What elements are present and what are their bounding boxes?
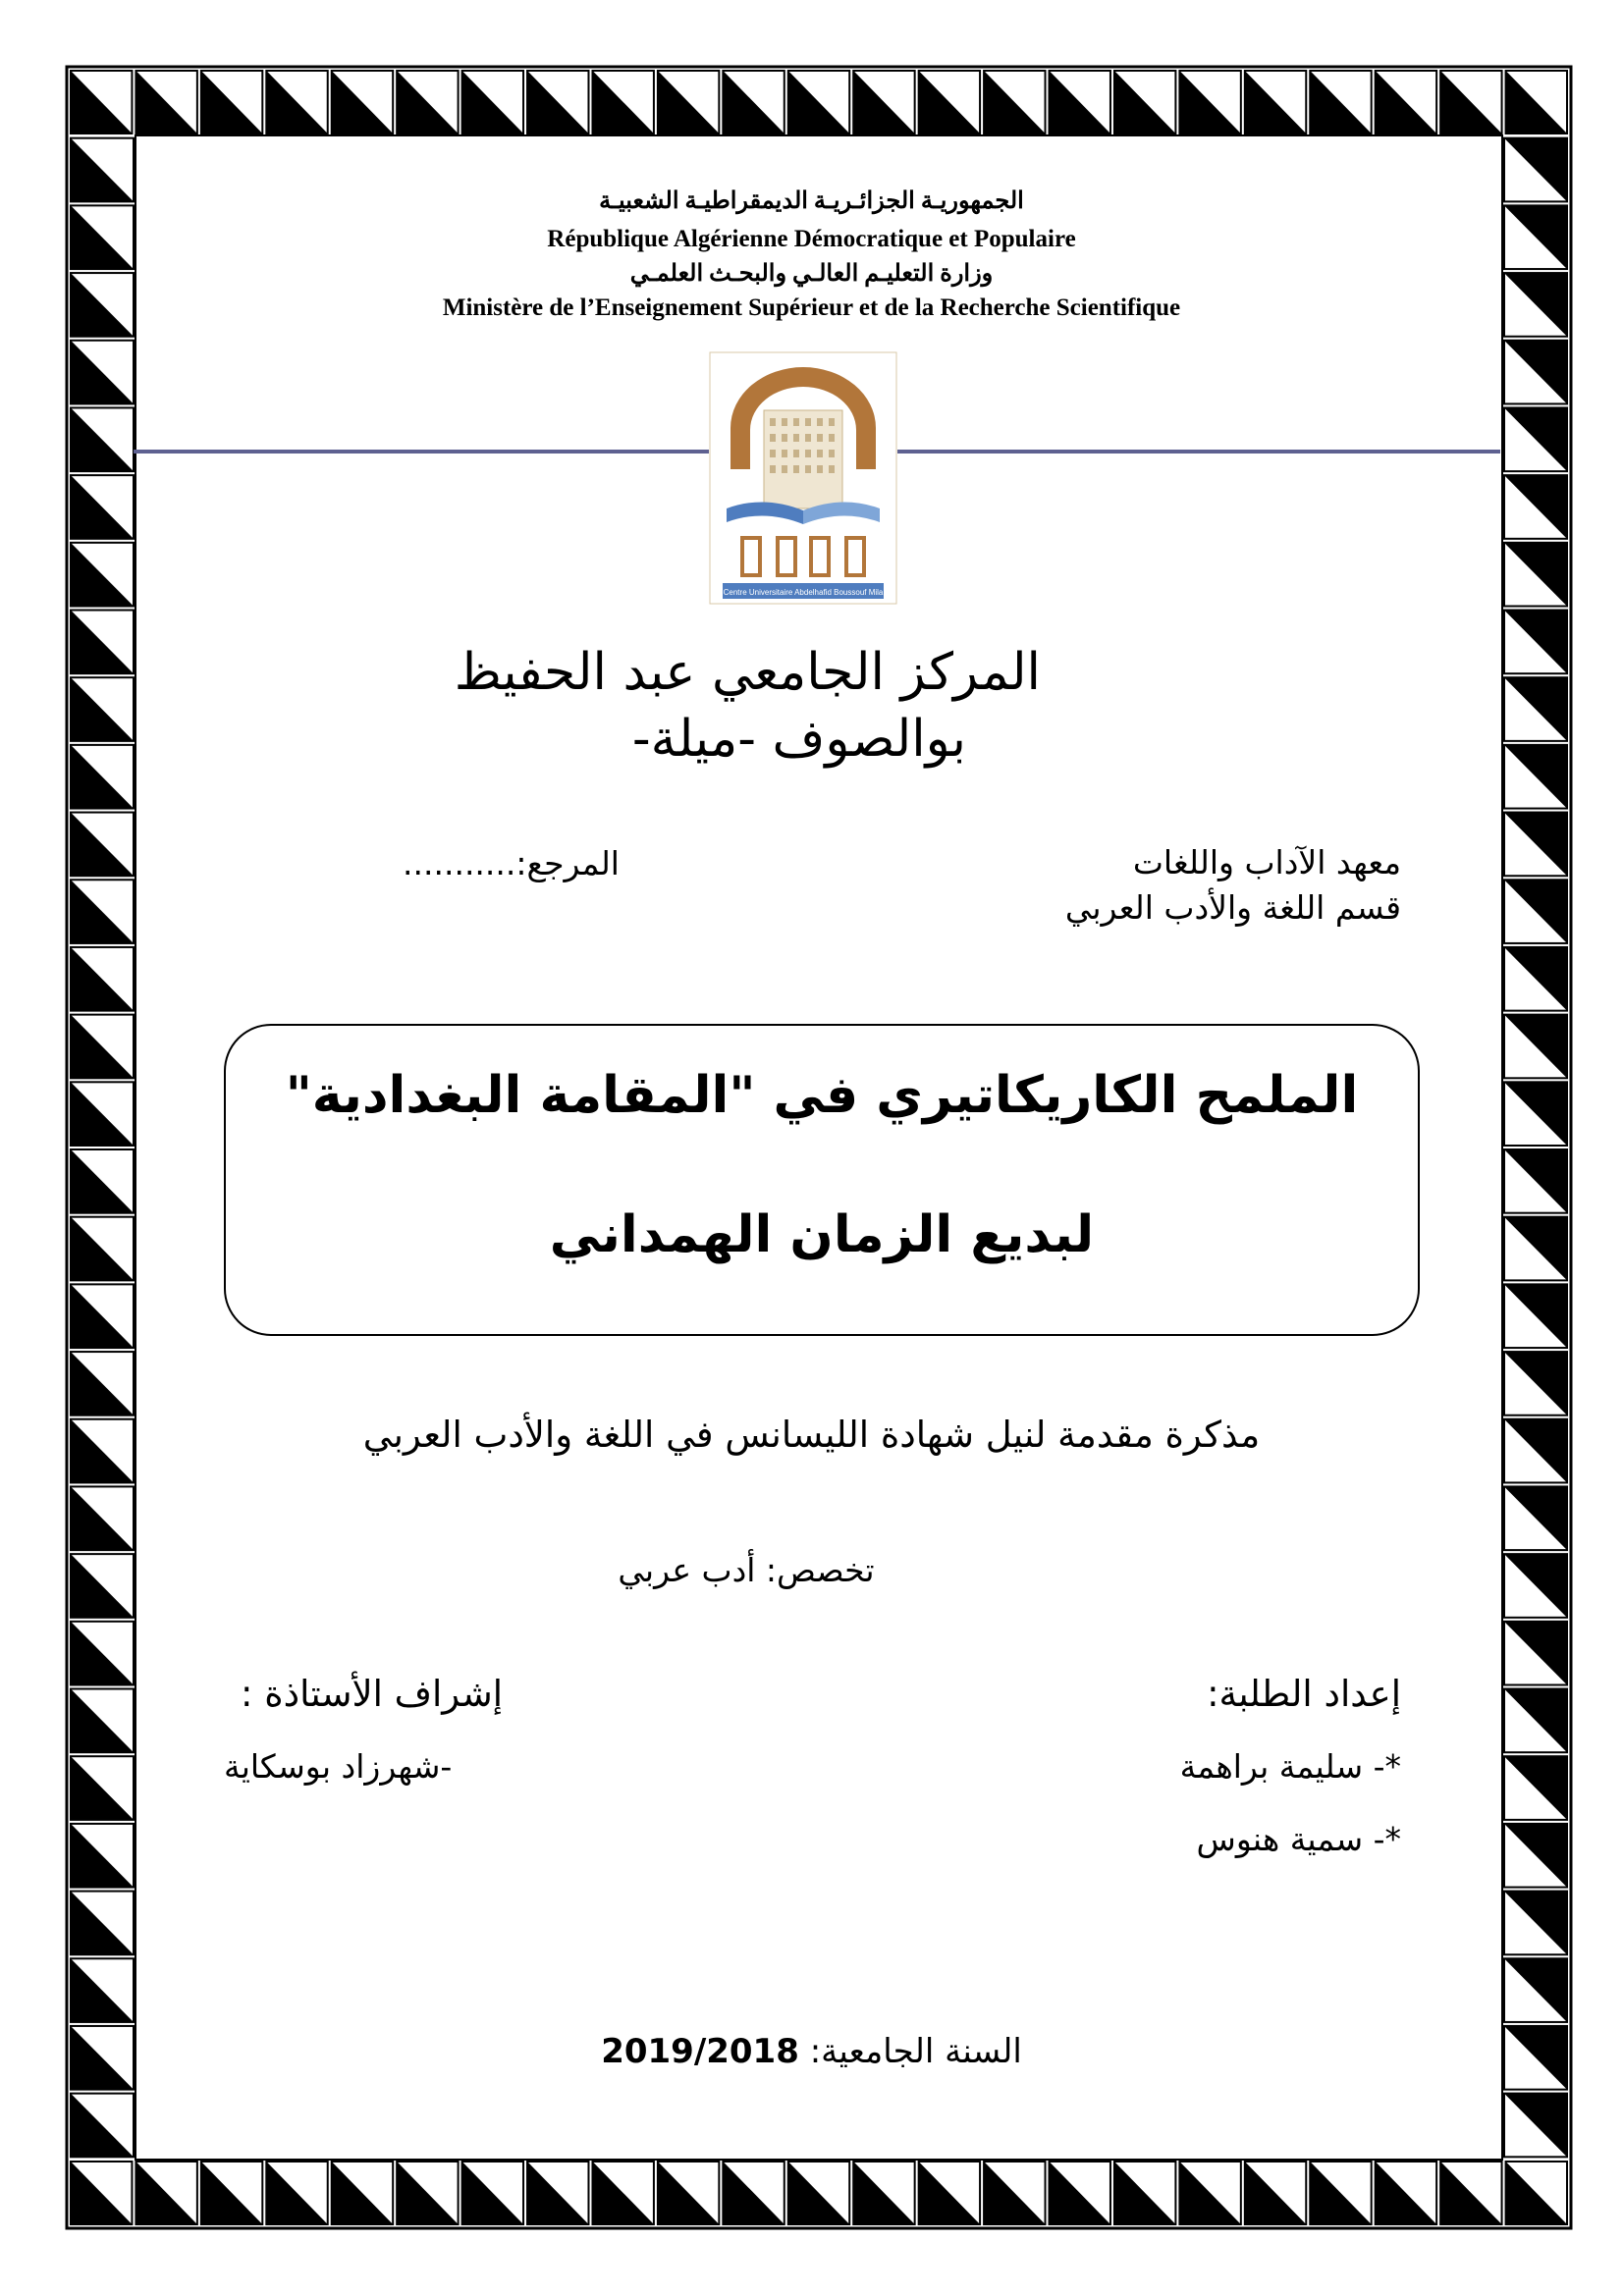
border-tile [1310, 71, 1371, 133]
border-tile [71, 71, 132, 133]
border-tile [1506, 71, 1567, 133]
border-tile [1245, 71, 1306, 133]
border-tile [1440, 2162, 1501, 2224]
institute-name: معهد الآداب واللغات [1132, 843, 1401, 881]
border-tile [201, 71, 262, 133]
border-tile [1504, 1689, 1567, 1753]
border-tile [1504, 677, 1567, 741]
border-tile [1504, 1486, 1567, 1550]
border-tile [71, 947, 134, 1011]
border-tile [71, 138, 134, 202]
border-tile [984, 2162, 1045, 2224]
students-label: إعداد الطلبة: [1207, 1673, 1401, 1715]
border-tile [397, 71, 458, 133]
specialty: تخصص: أدب عربي [618, 1551, 875, 1589]
border-tile [266, 2162, 327, 2224]
border-tile [1504, 1554, 1567, 1618]
university-name [412, 640, 1041, 773]
border-tile [1506, 2162, 1567, 2224]
border-tile [1114, 71, 1175, 133]
logo-caption: Centre Universitaire Abdelhafid Boussouf Mila [723, 588, 884, 597]
border-tile [462, 2162, 523, 2224]
border-tile [1504, 611, 1567, 674]
border-tile [71, 475, 134, 539]
border-tile [71, 1015, 134, 1079]
border-tile [201, 2162, 262, 2224]
border-tile [71, 2094, 134, 2158]
border-tile [1440, 71, 1501, 133]
border-tile [71, 813, 134, 877]
border-tile [1504, 880, 1567, 943]
border-tile [1050, 71, 1110, 133]
border-tile [1376, 2162, 1436, 2224]
border-tile [71, 745, 134, 809]
border-tile [1376, 71, 1436, 133]
border-tile [1504, 138, 1567, 202]
border-tile [723, 2162, 784, 2224]
supervisor-label: إشراف الأستاذة : [241, 1673, 504, 1715]
border-tile [71, 880, 134, 943]
border-tile [71, 1284, 134, 1348]
border-tile [1504, 407, 1567, 471]
border-tile [71, 1958, 134, 2022]
border-tile [1310, 2162, 1371, 2224]
reference-number: المرجع:........... [403, 844, 620, 882]
border-tile [1504, 2026, 1567, 2090]
border-tile [1050, 2162, 1110, 2224]
ministry-name-french: Ministère de l’Enseignement Supérieur et de la Recherche Scientifique [442, 294, 1181, 321]
border-tile [1504, 273, 1567, 337]
border-tile [788, 71, 849, 133]
university-name-line2: بوالصوف -ميلة- [631, 709, 966, 769]
academic-year-label: السنة الجامعية: [809, 2032, 1022, 2071]
border-tile [1504, 1892, 1567, 1955]
border-tile [71, 1554, 134, 1618]
border-tile [71, 1486, 134, 1550]
border-tile [71, 1622, 134, 1685]
border-tile [71, 1352, 134, 1415]
border-tile [527, 71, 588, 133]
border-tile [1504, 475, 1567, 539]
thesis-title-line2: لبديع الزمان الهمداني [549, 1205, 1095, 1264]
academic-year [393, 2032, 1230, 2071]
border-tile [71, 205, 134, 269]
supervisor-name: -شهرزاد بوسكاية [224, 1747, 453, 1786]
border-tile [71, 2162, 132, 2224]
border-tile [1504, 813, 1567, 877]
border-tile [71, 1892, 134, 1955]
border-tile [1504, 205, 1567, 269]
border-tile [462, 71, 523, 133]
border-tile [1504, 341, 1567, 404]
border-tile [1504, 1958, 1567, 2022]
university-logo-emblem [709, 351, 897, 605]
border-tile [71, 543, 134, 607]
border-tile [71, 1419, 134, 1483]
border-tile [71, 2026, 134, 2090]
border-tile [1504, 1217, 1567, 1281]
border-tile [1504, 1149, 1567, 1213]
academic-year-value: 2019/2018 [601, 2032, 799, 2071]
border-tile [1504, 947, 1567, 1011]
border-tile [1504, 1622, 1567, 1685]
border-tile [332, 2162, 393, 2224]
border-tile [1504, 1082, 1567, 1146]
border-tile [71, 1689, 134, 1753]
border-tile [1504, 745, 1567, 809]
border-tile [71, 407, 134, 471]
border-tile [71, 1756, 134, 1820]
border-tile [1504, 1015, 1567, 1079]
university-name-line1: المركز الجامعي عبد الحفيظ [454, 643, 1041, 702]
border-tile [658, 2162, 719, 2224]
border-tile [332, 71, 393, 133]
border-tile [592, 2162, 653, 2224]
border-tile [1504, 1756, 1567, 1820]
border-tile [71, 1149, 134, 1213]
border-tile [723, 71, 784, 133]
border-tile [592, 71, 653, 133]
border-tile [397, 2162, 458, 2224]
border-tile [527, 2162, 588, 2224]
department-name: قسم اللغة والأدب العربي [1064, 888, 1401, 928]
republic-name-arabic: الجمهوريـة الجزائـريـة الديمقراطيـة الشعبيـة [599, 188, 1024, 214]
thesis-title-line1: الملمح الكاريكاتيري في "المقامة البغدادية" [285, 1066, 1359, 1125]
border-tile [71, 611, 134, 674]
republic-name-french: République Algérienne Démocratique et Populaire [547, 226, 1076, 252]
border-tile [1245, 2162, 1306, 2224]
border-tile [71, 341, 134, 404]
border-tile [1504, 1824, 1567, 1888]
border-tile [1504, 543, 1567, 607]
border-tile [1179, 2162, 1240, 2224]
border-tile [71, 273, 134, 337]
border-tile [71, 677, 134, 741]
border-tile [853, 2162, 914, 2224]
border-tile [1504, 2094, 1567, 2158]
border-tile [919, 71, 980, 133]
border-tile [266, 71, 327, 133]
border-tile [919, 2162, 980, 2224]
university-logo [709, 351, 897, 605]
border-tile [1114, 2162, 1175, 2224]
border-tile [853, 71, 914, 133]
border-tile [658, 71, 719, 133]
border-tile [71, 1217, 134, 1281]
institute-block [1065, 840, 1401, 931]
border-tile [71, 1082, 134, 1146]
student-name: *- سمية هنوس [1196, 1820, 1401, 1858]
border-tile [984, 71, 1045, 133]
border-tile [1504, 1419, 1567, 1483]
border-tile [1179, 71, 1240, 133]
border-tile [788, 2162, 849, 2224]
border-tile [1504, 1352, 1567, 1415]
student-name: *- سليمة براهمة [1179, 1747, 1401, 1786]
memo-description: مذكرة مقدمة لنيل شهادة الليسانس في اللغة والأدب العربي [362, 1414, 1261, 1456]
border-tile [135, 71, 196, 133]
border-tile [135, 2162, 196, 2224]
ministry-name-arabic: وزارة التعليـم العالـي والبحـث العلمـي [629, 261, 994, 287]
border-tile [1504, 1284, 1567, 1348]
border-tile [71, 1824, 134, 1888]
